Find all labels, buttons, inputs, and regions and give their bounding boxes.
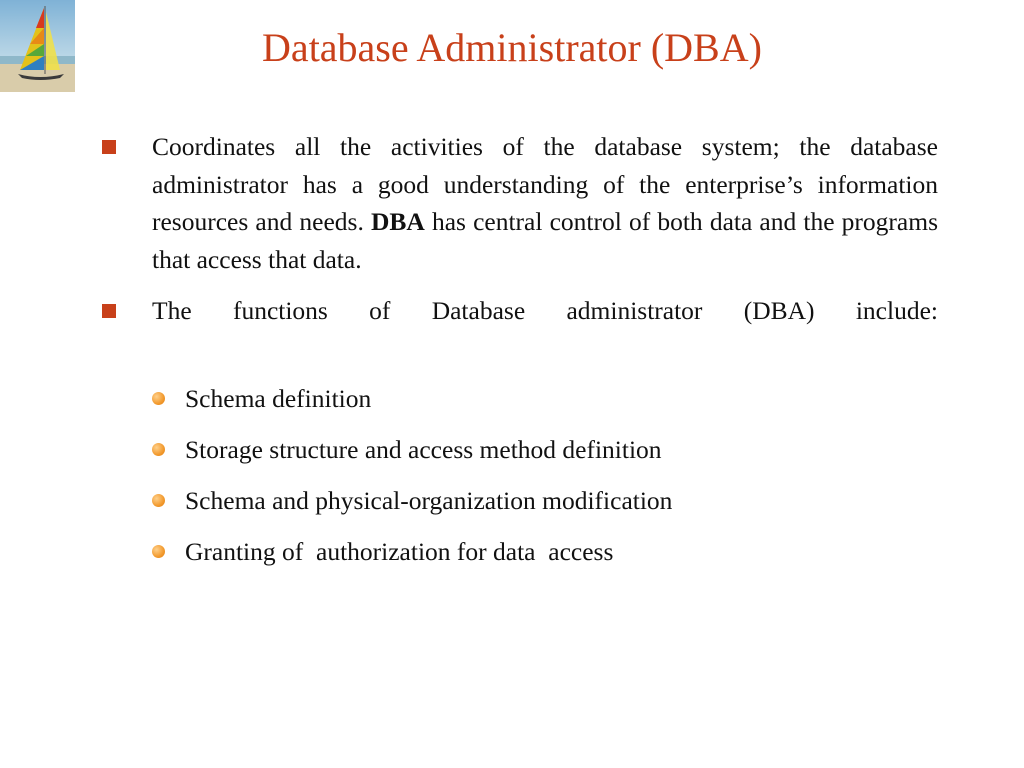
dot-bullet-icon [152,392,165,405]
bullet-text: The functions of Database administrator (DBA) include: [152,296,938,325]
bullet-item [102,128,938,278]
sub-bullet-list [152,380,952,584]
sub-bullet-item [152,482,952,533]
bullet-text-part: Coordinates all the activities of the database system; the database administrator has a good understanding of the enterprise’s information resources and needs. [152,132,938,236]
dot-bullet-icon [152,545,165,558]
bullet-text [152,128,938,278]
square-bullet-icon [102,140,116,154]
bullet-item [102,292,938,330]
bullet-text-part: has central control of both data and the programs that access that data. [152,207,938,274]
sub-bullet-label: Granting of authorization for data access [185,537,614,566]
dot-bullet-icon [152,494,165,507]
slide-title: Database Administrator (DBA) [262,25,762,70]
sub-bullet-label: Schema definition [185,384,372,413]
sub-bullet-item [152,380,952,431]
dot-bullet-icon [152,443,165,456]
dba-emphasis: DBA [370,207,425,236]
square-bullet-icon [102,304,116,318]
sub-bullet-item [152,431,952,482]
sub-bullet-item [152,533,952,584]
sub-bullet-label: Schema and physical-organization modification [185,486,673,515]
sub-bullet-label: Storage structure and access method definition [185,435,662,464]
